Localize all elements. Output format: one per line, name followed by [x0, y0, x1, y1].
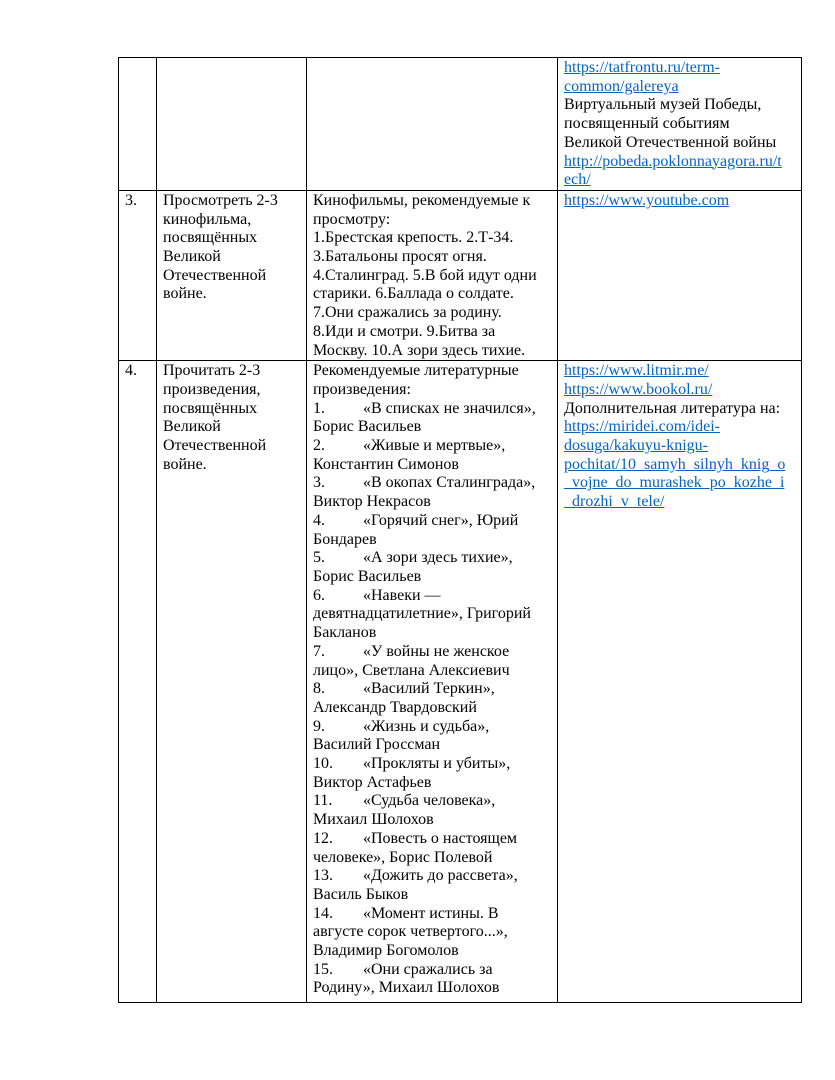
text-line: Виктор Астафьев — [313, 773, 432, 791]
text-line: 15. «Они сражались за — [313, 960, 493, 978]
text-line: Василий Гроссман — [313, 736, 441, 754]
text-line: Виктор Некрасов — [313, 493, 431, 511]
text-line: старики. 6.Баллада о солдате. — [313, 285, 514, 303]
table-row — [119, 361, 802, 1003]
text-line: Борис Васильев — [313, 567, 422, 585]
text-line: Василь Быков — [313, 885, 409, 903]
text-line: кинофильма, — [163, 210, 252, 228]
text-line: 11. «Судьба человека», — [313, 792, 496, 810]
text-line: 8. «Василий Теркин», — [313, 680, 495, 698]
cell-task — [157, 58, 307, 191]
text-line: 4.Сталинград. 5.В бой идут одни — [313, 266, 537, 284]
hyperlink[interactable]: ech/ — [564, 171, 591, 189]
row-number: 3. — [125, 191, 137, 209]
cell-number — [119, 190, 157, 360]
list-item-number: 5. — [313, 549, 325, 567]
table-row — [119, 58, 802, 191]
list-item-number: 1. — [313, 399, 325, 417]
text-line: 7. «У войны не женское — [313, 642, 510, 660]
text-line: 6. «Навеки — — [313, 586, 441, 604]
list-item-number: 8. — [313, 680, 325, 698]
table-row — [119, 190, 802, 360]
cell-task — [157, 190, 307, 360]
hyperlink[interactable]: _drozhi_v_tele/ — [564, 493, 665, 511]
text-line: 14. «Момент истины. В — [313, 904, 499, 922]
text-line: посвящённых — [163, 229, 258, 247]
text-line: 1.Брестская крепость. 2.Т-34. — [313, 229, 514, 247]
list-item-number: 11. — [313, 792, 333, 810]
hyperlink[interactable]: common/galereya — [564, 77, 679, 95]
cell-links — [558, 190, 802, 360]
list-item-number: 7. — [313, 642, 325, 660]
cell-recommendations — [307, 58, 558, 191]
list-item-number: 2. — [313, 437, 325, 455]
text-line: лицо», Светлана Алексиевич — [313, 661, 510, 679]
text-line: Великой — [163, 248, 221, 266]
text-line: Бакланов — [313, 624, 377, 642]
text-line: 8.Иди и смотри. 9.Битва за — [313, 322, 496, 340]
cell-links — [558, 58, 802, 191]
text-line: Родину», Михаил Шолохов — [313, 979, 500, 997]
text-line: Рекомендуемые литературные — [313, 362, 519, 380]
hyperlink[interactable]: dosuga/kakuyu-knigu- — [564, 437, 708, 455]
text-line: 3.Батальоны просят огня. — [313, 248, 487, 266]
text-line: Кинофильмы, рекомендуемые к — [313, 191, 531, 209]
list-item-number: 6. — [313, 586, 325, 604]
hyperlink[interactable]: https://www.bookol.ru/ — [564, 380, 713, 398]
cell-recommendations — [307, 361, 558, 1003]
text-line: произведения: — [313, 380, 411, 398]
list-item-number: 4. — [313, 511, 325, 529]
text-line: 9. «Жизнь и судьба», — [313, 717, 490, 735]
text-line: 3. «В окопах Сталинграда», — [313, 474, 536, 492]
list-item-number: 13. — [313, 867, 333, 885]
text-line: 1. «В списках не значился», — [313, 399, 536, 417]
text-line: произведения, — [163, 380, 261, 398]
row-number: 4. — [125, 362, 137, 380]
text-line: посвящённых — [163, 399, 258, 417]
list-item-number: 14. — [313, 904, 333, 922]
text-line: 13. «Дожить до рассвета», — [313, 867, 518, 885]
text-line: 7.Они сражались за родину. — [313, 304, 502, 322]
hyperlink[interactable]: https://www.youtube.com — [564, 191, 730, 209]
text-line: Просмотреть 2-3 — [163, 191, 278, 209]
text-line: 5. «А зори здесь тихие», — [313, 549, 513, 567]
text-line: Борис Васильев — [313, 418, 422, 436]
text-line: девятнадцатилетние», Григорий — [313, 605, 531, 623]
cell-task — [157, 361, 307, 1003]
text-line: Бондарев — [313, 530, 377, 548]
cell-number — [119, 58, 157, 191]
text-line: 2. «Живые и мертвые», — [313, 437, 506, 455]
text-line: 4. «Горячий снег», Юрий — [313, 511, 519, 529]
cell-links — [558, 361, 802, 1003]
text-line: Прочитать 2-3 — [163, 362, 261, 380]
table-body — [119, 58, 802, 1003]
text-line: августе сорок четвертого...», — [313, 923, 508, 941]
text-line: Александр Твардовский — [313, 698, 477, 716]
hyperlink[interactable]: http://pobeda.poklonnayagora.ru/t — [564, 152, 782, 170]
text-line: Отечественной — [163, 266, 267, 284]
hyperlink[interactable]: https://www.litmir.me/ — [564, 362, 709, 380]
cell-number — [119, 361, 157, 1003]
text-line: Великой — [163, 418, 221, 436]
text-line: войне. — [163, 285, 207, 303]
text-line: Москву. 10.А зори здесь тихие. — [313, 341, 526, 359]
text-line: Михаил Шолохов — [313, 811, 434, 829]
text-line: Дополнительная литература на: — [564, 399, 781, 417]
hyperlink[interactable]: pochitat/10_samyh_silnyh_knig_o — [564, 455, 786, 473]
text-line: Константин Симонов — [313, 455, 459, 473]
list-item-number: 3. — [313, 474, 325, 492]
text-line: Владимир Богомолов — [313, 942, 459, 960]
text-line: Великой Отечественной войны — [564, 133, 777, 151]
list-item-number: 12. — [313, 829, 333, 847]
study-plan-table — [118, 57, 802, 1003]
text-line: 10. «Прокляты и убиты», — [313, 755, 511, 773]
hyperlink[interactable]: _vojne_do_murashek_po_kozhe_i — [564, 474, 785, 492]
text-line: Отечественной — [163, 437, 267, 455]
hyperlink[interactable]: https://miridei.com/idei- — [564, 418, 720, 436]
text-line: просмотру: — [313, 210, 391, 228]
text-line: 12. «Повесть о настоящем — [313, 829, 518, 847]
list-item-number: 10. — [313, 755, 333, 773]
text-line: Виртуальный музей Победы, — [564, 96, 762, 114]
cell-recommendations — [307, 190, 558, 360]
list-item-number: 9. — [313, 717, 325, 735]
text-line: войне. — [163, 455, 207, 473]
text-line: человеке», Борис Полевой — [313, 848, 493, 866]
list-item-number: 15. — [313, 960, 333, 978]
hyperlink[interactable]: https://tatfrontu.ru/term- — [564, 59, 720, 76]
text-line: посвященный событиям — [564, 115, 730, 133]
